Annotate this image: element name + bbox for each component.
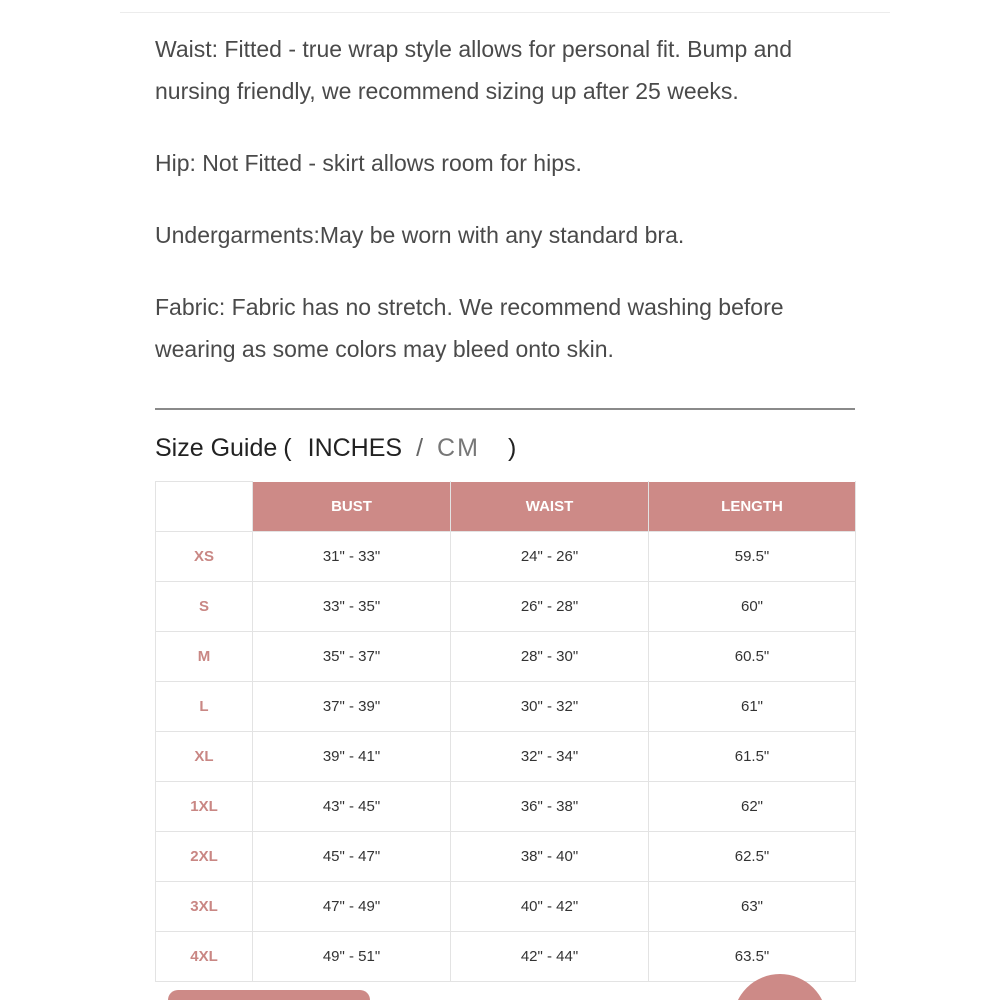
table-row	[156, 582, 856, 632]
size-label: 4XL	[156, 932, 253, 982]
length-value: 63"	[649, 882, 856, 932]
size-label: 2XL	[156, 832, 253, 882]
size-label: L	[156, 682, 253, 732]
waist-value: 30" - 32"	[451, 682, 649, 732]
length-value: 63.5"	[649, 932, 856, 982]
size-guide-heading	[155, 428, 516, 468]
unit-cm-button[interactable]: CM	[437, 433, 480, 462]
table-row	[156, 732, 856, 782]
size-label: 1XL	[156, 782, 253, 832]
header-length: LENGTH	[649, 482, 856, 532]
table-row	[156, 632, 856, 682]
unit-inches-button[interactable]: INCHES	[307, 433, 403, 462]
header-bust: BUST	[253, 482, 451, 532]
length-value: 62"	[649, 782, 856, 832]
length-value: 62.5"	[649, 832, 856, 882]
section-divider	[155, 408, 855, 410]
bust-value: 43" - 45"	[253, 782, 451, 832]
waist-value: 26" - 28"	[451, 582, 649, 632]
size-guide-title: Size Guide	[155, 433, 278, 462]
product-description	[155, 28, 855, 400]
table-row	[156, 882, 856, 932]
size-label: 3XL	[156, 882, 253, 932]
waist-value: 40" - 42"	[451, 882, 649, 932]
waist-value: 42" - 44"	[451, 932, 649, 982]
table-row	[156, 932, 856, 982]
size-label: XS	[156, 532, 253, 582]
bust-value: 33" - 35"	[253, 582, 451, 632]
length-value: 61.5"	[649, 732, 856, 782]
table-row	[156, 682, 856, 732]
undergarments-text: Undergarments:May be worn with any standard bra.	[155, 222, 685, 248]
bust-value: 39" - 41"	[253, 732, 451, 782]
open-paren: (	[283, 433, 292, 462]
hip-fit-text: Hip: Not Fitted - skirt allows room for hips.	[155, 150, 582, 176]
bust-value: 47" - 49"	[253, 882, 451, 932]
bust-value: 45" - 47"	[253, 832, 451, 882]
waist-value: 38" - 40"	[451, 832, 649, 882]
bust-value: 35" - 37"	[253, 632, 451, 682]
waist-value: 24" - 26"	[451, 532, 649, 582]
table-row	[156, 782, 856, 832]
waist-value: 28" - 30"	[451, 632, 649, 682]
table-row	[156, 532, 856, 582]
size-label: XL	[156, 732, 253, 782]
length-value: 60.5"	[649, 632, 856, 682]
length-value: 59.5"	[649, 532, 856, 582]
waist-value: 32" - 34"	[451, 732, 649, 782]
table-header-row	[156, 482, 856, 532]
header-waist: WAIST	[451, 482, 649, 532]
bust-value: 37" - 39"	[253, 682, 451, 732]
size-label: S	[156, 582, 253, 632]
size-chart-table	[155, 481, 856, 982]
action-button-partial[interactable]	[168, 990, 370, 1000]
size-label: M	[156, 632, 253, 682]
unit-separator: /	[416, 433, 424, 462]
top-divider	[120, 12, 890, 13]
table-row	[156, 832, 856, 882]
waist-value: 36" - 38"	[451, 782, 649, 832]
close-paren: )	[507, 433, 517, 462]
waist-fit-text: Waist: Fitted - true wrap style allows for personal fit. Bump and nursing friendly, we recommend sizing up after 25 weeks.	[155, 36, 793, 104]
length-value: 61"	[649, 682, 856, 732]
bust-value: 31" - 33"	[253, 532, 451, 582]
bust-value: 49" - 51"	[253, 932, 451, 982]
length-value: 60"	[649, 582, 856, 632]
fabric-text: Fabric: Fabric has no stretch. We recommend washing before wearing as some colors may bleed onto skin.	[155, 294, 784, 362]
header-corner-cell	[156, 482, 253, 532]
